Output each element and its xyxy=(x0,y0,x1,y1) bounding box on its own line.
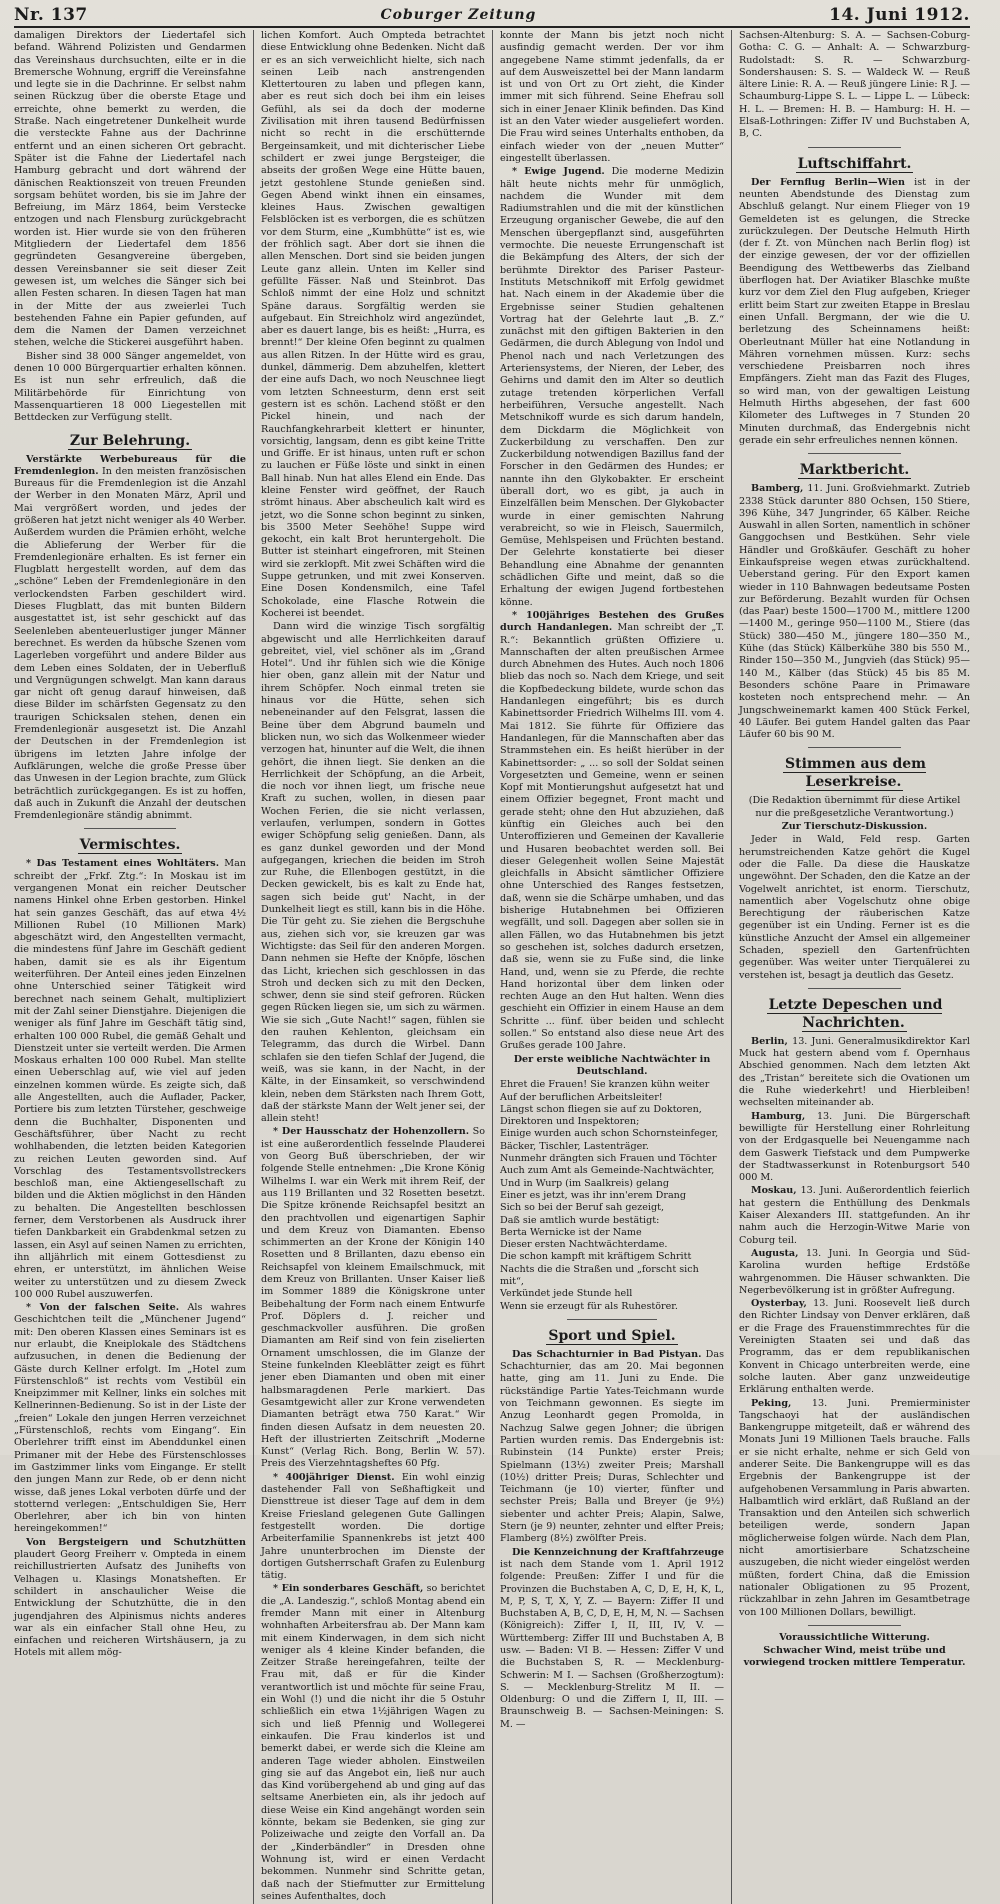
column-4 xyxy=(731,30,970,1904)
article-title: * Der Hausschatz der Hohenzollern. xyxy=(273,1126,470,1138)
section-heading: Stimmen aus dem Leserkreise. xyxy=(785,756,926,791)
article-title: Die Kennzeichnung der Kraftfahrzeuge xyxy=(512,1546,724,1558)
weather-title: Voraussichtliche Witterung. xyxy=(779,1631,930,1643)
issue-date: 14. Juni 1912. xyxy=(829,5,970,25)
poem-line: Daß sie amtlich wurde bestätigt: xyxy=(500,1214,660,1226)
poem-line: Einer es jetzt, was ihr inn'erem Drang xyxy=(500,1189,686,1201)
poem-line: Auf der beruflichen Arbeitsleiter! xyxy=(500,1091,663,1103)
article-title: * Von der falschen Seite. xyxy=(26,1302,180,1314)
paragraph: Sachsen-Altenburg: S. A. — Sachsen-Coburg-Gotha: C. G. — Anhalt: A. — Schwarzburg-Rudolstadt: S. R. — Schwarzburg-Sondershausen: S. S. — Waldeck W. — Reuß ältere Linie: R. A. — Reuß jüngere Linie: R J. — Schaumburg-Lippe S. L. — Lippe L. — Lübeck: H. L. — Bremen: H. B. — Hamburg: H. H. — Elsaß-Lothringen: Ziffer IV und Buchstaben A, B, C. xyxy=(739,30,970,140)
divider xyxy=(808,147,900,148)
divider xyxy=(808,988,900,989)
poem-line: Verkündet jede Stunde hell xyxy=(500,1288,633,1300)
paragraph: Dann wird die winzige Tisch sorgfältig abgewischt und alle Herrlichkeiten darauf gebreitet, viel, viel schöner als im „Grand Hotel“. Und ihr fühlen sich wie die Könige hier oben, ganz allein mit der Natur und ihrem Schöpfer. Noch einmal treten sie hinaus vor die Hütte, sehen sich nebeneinander auf den Felsgrat, lassen die Beine über dem Abgrund baumeln und blicken nun, wo sich das Wolkenmeer wieder verzogen hat, hinunter auf die Welt, die ihnen gehört, die ihnen liegt. Sie denken an die Herrlichkeit der Schöpfung, an die Arbeit, die noch vor ihnen liegt, um frische neue Kraft zu suchen, wollen, in diesen paar Wochen Ferien, die sie nicht verlassen, verlaufen, verlumpen, sondern in Gottes ewiger Schöpfung selig genießen. Dann, als es ganz dunkel geworden und der Mond aufgegangen, kriechen die beiden im Stroh zur Ruhe, die Ellenbogen gestützt, in die Decken gewickelt, bis es kalt zu Ende hat, sagen sich beide gut' Nacht, in der Dunkelheit liegt es still, kann bis in die Höhe. Die Tür geht zu. Sie ziehen die Bergschuhe aus, ziehen sich vor, sie kreuzen gar was Wichtigste: das Seil für den anderen Morgen. Dann nehmen sie Hefte der Knöpfe, löschen das Licht, kriechen sich geschlossen in das Stroh und decken sich zu mit den Decken, schwer, denn sie sind steif gefroren. Rücken gegen Rücken liegen sie, um sich zu wärmen. Wie sie sich „Gute Nacht!“ sagen, fühlen sie den rauhen Kehlenton, gleichsam ein Telegramm, das durch die Wirbel. Dann schlafen sie den tiefen Schlaf der Jugend, die weiß, was sie kann, in der Nacht, in der Kälte, in der Einsamkeit, so verschwindend klein, neben dem Stärksten nach Ihrem Gott, daß der stärkste Mann der Welt jener sei, der allein steht! xyxy=(261,621,485,1125)
article-title: Der Fernflug Berlin—Wien xyxy=(751,176,905,188)
text-columns xyxy=(14,30,970,1902)
news-item: Augusta, 13. Juni. In Georgia und Süd-Karolina wurden heftige Erdstöße wahrgenommen. Die Häuser schwankten. Die Negerbevölkerung ist in größter Aufregung. xyxy=(739,1247,970,1296)
poem-line: Die schon kampft mit kräftigem Schritt xyxy=(500,1251,692,1263)
article-title: Das Schachturnier in Bad Pistyan. xyxy=(512,1348,702,1360)
article: * Von der falschen Seite. Als wahres Geschichtchen teilt die „Münchener Jugend“ mit: Den oberen Klassen eines Seminars ist es nur erlaubt, die Kneiplokale des Städtchens aufzusuchen, in denen die Bedienung der Gäste durch Kellner erfolgt. Im „Hotel zum Fürstenschloß“ ist rechts vom Vestibül ein Kneipzimmer mit Kellner, links ein solches mit Kellnerinnen-Bedienung. So ist in der Liste der „freien“ Lokale den jungen Herren verzeichnet „Fürstenschloß, rechts vom Eingang“. Ein Oberlehrer trifft einst im Abenddunkel einen Primaner mit der Hebe des Fürstenschlosses im Gastzimmer links vom Eingange. Er stellt den jungen Mann zur Rede, ob er denn nicht wisse, daß jenes Lokal verboten dürfe und der stotternd verlegen: „Entschuldigen Sie, Herr Oberlehrer, aber ich bin von hinten hereingekommen!“ xyxy=(14,1302,246,1535)
article: * 100jähriges Bestehen des Grußes durch Handanlegen. Man schreibt der „T. R.“: Bekanntlich grüßten Offiziere u. Mannschaften der alten preußischen Armee durch Abnehmen des Hutes. Auch noch 1806 blieb das noch so. Nach dem Kriege, und seit die Kopfbedeckung bildete, wurde schon das Handanlegen eingeführt; bis es durch Kabinettsorder Friedrich Wilhelms III. vom 4. Mai 1812. Sie führte für Offiziere das Handanlegen, für die Mannschaften aber das Strammstehen ein. Es heißt hierüber in der Kabinettsorder: „ ... so soll der Soldat seinen Vorgesetzten und Gemeine, wenn er seinen Kopf mit Montierungshut aufgesetzt hat und einem Offizier begegnet, Front macht und gerade steht; ohne den Hut abzuziehen, daß künftig ein Gleiches auch bei den Unteroffizieren und Gemeinen der Kavallerie und Husaren beobachtet werden soll. Bei dieser Gelegenheit wollen Seine Majestät gleichfalls in Absicht sämtlicher Offiziere ohne Unterschied des Ranges festsetzen, daß, wenn sie die Schärpe umhaben, und das bisherige Hutabnehmen bei Offizieren wegfällt, und soll. Dagegen aber sollen sie in allen Fällen, wo das Hutabnehmen bis jetzt so geschehen ist, solches dadurch ersetzen, daß sie, wenn sie zu Fuße sind, die linke Hand, und, wenn sie zu Pferde, die rechte Hand horizontal über dem linken oder rechten Auge an den Hut halten. Wenn dies geschieht ein Offizier in einem Hause an dem Schritte ... fünf. über beiden und schlecht sollen.“ So entstand also diese neue Art des Grußes gerade 100 Jahre. xyxy=(500,609,724,1052)
poem xyxy=(500,1079,724,1313)
article: Von Bergsteigern und Schutzhütten plaudert Georg Freiherr v. Ompteda in einem reichillustrierten Aufsatz des Junihefts von Velhagen u. Klasings Monatsheften. Er schildert in anschaulicher Weise die Entwicklung der Schutzhütte, die in den jugendjahren des Alpinismus nichts anderes war als ein einfacher Stall ohne Heu, zu einfachen und reicheren Wirtshäusern, ja zu Hotels mit allem mög- xyxy=(14,1536,246,1659)
poem-line: Ehret die Frauen! Sie kranzen kühn weiter xyxy=(500,1079,710,1091)
divider xyxy=(808,747,900,748)
article: * Ein sonderbares Geschäft, so berichtet die „A. Landeszig.“, schloß Montag abend ein fremder Mann mit einer in Altenburg wohnhaften Arbeitersfrau ab. Der Mann kam mit einem Kinderwagen, in dem sich nicht weniger als 4 kleine Kinder befanden, die Zeitzer Straße hereingefahren, teilte der Frau mit, daß er für die Kinder verantwortlich ist und möchte für seine Frau, ein Wohl (!) und die nicht ihr die 5 Ostuhr schließlich ein etwa 1½jährigen Wagen zu sich und ließ Pfennig und Wollegerei einkaufen. Die Frau kinderlos ist und bemerkt dabei, er werde sich die Kleine am anderen Tage wieder abholen. Einstweilen ging sie auf das Angebot ein, ließ nur auch das Kind vorübergehend ab und ging auf das seltsame Anerbieten ein, als ihr jedoch auf diese Weise ein Kind angehängt worden sein könnte, bekam sie Bedenken, sie ging zur Polizeiwache und zeigte den Vorfall an. Da der „Kinderbändler“ in Dresden ohne Wohnung ist, wird er einen Verdacht bekommen. Nunmehr sind Schritte getan, daß nach der Stiefmutter zur Ermittelung seines Aufenthaltes, doch xyxy=(261,1583,485,1902)
article: Der Fernflug Berlin—Wien ist in der neunten Abendstunde des Dienstag zum Abschluß gelangt. Nur einem Flieger von 19 Gemeldeten ist es gelungen, die Strecke zurückzulegen. Der Deutsche Helmuth Hirth (der f. Zt. von München nach Berlin flog) ist der einzige gewesen, der vor der offiziellen Beendigung des Wettbewerbs das Zielband überflogen hat. Der Aviatiker Blaschke mußte kurz vor dem Ziel den Flug aufgeben, Krieger erlitt beim Start zur zweiten Etappe in Breslau einen Unfall. Bergmann, der wie die U. berletzung des Scheinnamens heißt: Oberleutnant Müller hat eine Notlandung in Mähren vornehmen müssen. Kurz: sechs verschiedene Preisbarren noch ihres Empfängers. Zieht man das Fazit des Fluges, so wird man, von der gewaltigen Leistung Helmuth Hirths abgesehen, der fast 600 Kilometer des Luftweges in 7 Stunden 20 Minuten durchmaß, das Endergebnis nicht gerade ein sehr erfreuliches nennen können. xyxy=(739,176,970,446)
paragraph: Bisher sind 38 000 Sänger angemeldet, von denen 10 000 Bürgerquartier erhalten können. Es ist nun sehr erfreulich, daß die Militärbehörde für Einrichtung von Massenquartieren 18 000 Liegestellen mit Bettdecken zur Verfügung stellt. xyxy=(14,350,246,424)
column-3 xyxy=(492,30,731,1904)
column-1 xyxy=(14,30,253,1904)
poem-line: Bäcker, Tischler, Lastenträger. xyxy=(500,1140,649,1152)
weather-forecast: Schwacher Wind, meist trübe und vorwiegend trocken mittlere Temperatur. xyxy=(743,1645,966,1669)
poem-line: Nachts die die Straßen und „forscht sich mit“, xyxy=(500,1263,699,1287)
article-title: * 400jähriger Dienst. xyxy=(273,1471,395,1483)
section-heading: Vermischtes. xyxy=(79,837,181,854)
subheading: Zur Tierschutz-Diskussion. xyxy=(781,821,928,833)
masthead xyxy=(14,4,970,28)
poem-line: Nunmehr drängten sich Frauen und Töchter xyxy=(500,1153,717,1165)
paragraph: konnte der Mann bis jetzt noch nicht ausfindig gemacht werden. Der vor ihm angegebene Name stimmt jedenfalls, da er auf dem Ausweiszettel bei der Mann landarm ist und von Ort zu Ort zieht, die Kinder immer mit sich führend. Seine Ehefrau soll sich in einer Jenaer Klinik befinden. Das Kind ist an den Vater wieder ausgeliefert worden. Die Frau wird seines Unterhalts enthoben, da einfach wieder von der „neuen Mutter“ eingestellt überlassen. xyxy=(500,30,724,164)
article-title: Verstärkte Werbebureaus für die Fremdenlegion. xyxy=(14,453,246,477)
section-heading: Marktbericht. xyxy=(799,462,910,479)
section-heading: Luftschiffahrt. xyxy=(797,155,912,172)
news-item: Oysterbay, 13. Juni. Roosevelt ließ durch den Richter Lindsay von Denver erklären, daß er die Frage des Frauenstimmrechtes für die Vereinigten Staaten sei und daß das Programm, das er dem republikanischen Konvent in Chicago unterbreiten werde, eine solche lauten. Aber ganz unzweideutige Erklärung enthalten werde. xyxy=(739,1298,970,1396)
divider xyxy=(808,1625,900,1626)
paragraph: lichen Komfort. Auch Ompteda betrachtet diese Entwicklung ohne Bedenken. Nicht daß er es an sich verweichlicht hielte, sich nach seinen Leib nach anstrengenden Klettertouren zu laben und pflegen kann, aber es reut sich doch bei ihm ein leises Gefühl, als sei da doch der moderne Zivilisation mit ihren tausend Bedürfnissen nicht so recht in die erschütternde Bergeinsamkeit, und mit dichterischer Liebe schildert er zwei junge Bergsteiger, die abseits der großen Wege eine Hütte bauen, jetzt gestohlene Stunde genießen sind. Gegen Abend winkt ihnen ein einsames, kleines Haus. Zwischen gewaltigen Felsblöcken ist es verborgen, die es schützen vor dem Sturm, eine „Kumbhütte“ ist es, wie der fröhlich sagt. Aber dort sie ihnen die allen Menschen. Dort sind sie beiden jungen Leute ganz allein. Unten im Keller sind gefüllte Fässer. Naß und Steinbrot. Das Schloß nimmt der eine Holz und schnitzt Späne daraus. Sorgfältig werden sie aufgebaut. Ein Streichholz wird angezündet, aber es dauert lange, bis es heißt: „Hurra, es brennt!“ Der kleine Ofen beginnt zu qualmen aus allen Ritzen. In der Hütte wird es grau, dunkel, dämmerig. Dem abzuhelfen, klettert der eine aufs Dach, wo noch Neuschnee liegt vom letzten Schneesturm, denn erst seit gestern ist es schön. Lachend stößt er den Pickel hinein, und nach der Rauchfangkehrarbeit klettert er hinunter, vorsichtig, langsam, denn es gibt keine Tritte und Griffe. Er ist hinaus, unten ruft er schon zu lauchen er Füße löste und sinkt in einen Ball hinab. Nun hat alles Elend ein Ende. Das kleine Fenster wird geöffnet, der Rauch strömt hinaus. Aber abscheulich kalt wird es jetzt, wo die Sonne schon beginnt zu sinken, bis 3500 Meter Seehöhe! Suppe wird gekocht, ein kalt Brot heruntergeholt. Die Butter ist steinhart eingefroren, mit Steinen wird sie zerklopft. Mit zwei Schäften wird die Suppe getrunken, und mit zwei Konserven. Eine Dosen Kondensmilch, eine Tafel Schokolade, eine Flasche Rotwein die Kocherei ist beendet. xyxy=(261,30,485,619)
poem-line: Dieser ersten Nachtwächterdame. xyxy=(500,1239,668,1251)
poem-line: Sich so bei der Beruf sah gezeigt, xyxy=(500,1202,665,1214)
poem-line: Auch zum Amt als Gemeinde-Nachtwächter, xyxy=(500,1165,715,1177)
poem-line: Längst schon fliegen sie auf zu Doktoren, xyxy=(500,1103,702,1115)
editorial-note: (Die Redaktion übernimmt für diese Artikel nur die preßgesetzliche Verantwortung.) xyxy=(748,795,961,819)
article-title: * 100jähriges Bestehen des Grußes durch Handanlegen. xyxy=(500,609,724,634)
divider xyxy=(84,828,177,829)
newspaper-title: Coburger Zeitung xyxy=(380,7,537,23)
section-heading: Sport und Spiel. xyxy=(548,1327,676,1344)
issue-number: Nr. 137 xyxy=(14,5,88,25)
column-2 xyxy=(253,30,492,1904)
article: * Das Testament eines Wohltäters. Man schreibt der „Frkf. Ztg.“: In Moskau ist im vergangenen Monat ein reicher Deutscher namens Hinkel ohne Erben gestorben. Hinkel hat sein ganzes Geschäft, das auf etwa 4½ Millionen Rubel (10 Millionen Mark) abgeschätzt wird, den Angestellten vermacht, die mindestens fünf Jahre im Geschäft gedient haben, damit sie es als ihr Eigentum weiterführen. Der Anteil eines jeden Einzelnen ohne Unterschied seiner Tätigkeit wird berechnet nach seinem Gehalt, multipliziert mit der Zahl seiner Dienstjahre. Diejenigen die weniger als fünf Jahre im Geschäft tätig sind, erhalten 100 000 Rubel, die gemäß Gehalt und Dienstzeit unter sie verteilt werden. Die Armen Moskaus erhalten 100 000 Rubel. Man stellte einen Ueberschlag auf, wie viel auf jeden einzelnen kommen würde. Es zeigte sich, daß alle Angestellten, auch die Auflader, Packer, Portiere bis zum letzten Türsteher, geschweige denn die Buchhalter, Disponenten und Geschäftsführer, über Nacht zu recht wohlhabenden, die letzten beiden Kategorien zu reichen Leuten geworden sind. Auf Vorschlag des Testamentsvollstreckers beschloß man, eine Aktiengesellschaft zu bilden und die Aktien möglichst in den Händen zu behalten. Die Angestellten beschlossen ferner, dem Verstorbenen als Ausdruck ihrer tiefen Dankbarkeit ein Grabdenkmal setzen zu lassen, ein Asyl auf seinen Namen zu errichten, ihn alljährlich mit einem Gottesdienst zu ehren, er unterstützt, im ähnlichen Weise weiter zu unterstützen und zu diesem Zweck 100 000 Rubel auszuwerfen. xyxy=(14,858,246,1300)
article-title: * Das Testament eines Wohltäters. xyxy=(26,858,220,870)
article-title: Bamberg, xyxy=(751,483,804,495)
article: Die Kennzeichnung der Kraftfahrzeuge ist nach dem Stande vom 1. April 1912 folgende: Preußen: Ziffer I und für die Provinzen die Buchstaben A, C, D, E, H, K, L, M, P, S, T, X, Y, Z. — Bayern: Ziffer II und Buchstaben A, B, C, D, E, H, M, N. — Sachsen (Königreich): Ziffer I, II, III, IV, V. — Württemberg: Ziffer III und Buchstaben A, B usw. — Baden: VI B. — Hessen: Ziffer V und die Buchstaben S, R. — Mecklenburg-Schwerin: M I. — Sachsen (Großherzogtum): S. — Mecklenburg-Strelitz M II. — Oldenburg: O und die Ziffern I, II, III. — Braunschweig B. — Sachsen-Meiningen: S. M. — xyxy=(500,1546,724,1730)
poem-line: Und in Wurp (im Saalkreis) gelang xyxy=(500,1177,670,1189)
poem-line: Wenn sie erzeugt für als Ruhestörer. xyxy=(500,1300,678,1312)
news-item: Moskau, 13. Juni. Außerordentlich feierlich hat gestern die Enthüllung des Denkmals Kaiser Alexanders III. stattgefunden. An ihr nahm auch die Herzogin-Witwe Marie von Coburg teil. xyxy=(739,1185,970,1246)
news-item: Hamburg, 13. Juni. Die Bürgerschaft bewilligte für Herstellung einer Rohrleitung von der Erdgasquelle bei Neuengamme nach dem Gaswerk Tiefstack und dem Pumpwerke der Stadtwasserkunst in Rotenburgsort 540 000 M. xyxy=(739,1110,970,1184)
article: * Der Hausschatz der Hohenzollern. So ist eine außerordentlich fesselnde Plauderei von Georg Buß überschrieben, der wir folgende Stelle entnehmen: „Die Krone König Wilhelms I. war ein Werk mit ihrem Reif, der aus 119 Brillanten und 32 Rosetten besetzt. Die Spitze krönende Reichsapfel besitzt an den prachtvollen und eigenartigen Saphir und dem Kreuz von Diamanten. Ebenso schimmerten an der Krone der Königin 140 Rosetten und 8 Brillanten, dazu ebenso ein Reichsapfel von kleinem Emailschmuck, mit dem Kreuz von Brillanten. Unser Kaiser ließ im Sommer 1889 die Königskrone unter Beibehaltung der Form nach einem Entwurfe Prof. Döplers d. J. reicher und geschmackvoller ausführen. Die großen Diamanten am Reif sind von fein ziselierten Ornament umschlossen, die im Glanze der Steine funkelnden Kleeblätter zeigt es führt jener eben Diamanten und oben mit einer halbsmaragdenen Perle markiert. Das Gesamtgewicht aller zur Krone verwendeten Diamanten beträgt etwa 750 Karat.“ Wir finden diesen Aufsatz in dem neuesten 20. Heft der illustrierten Zeitschrift „Moderne Kunst“ (Verlag Rich. Bong, Berlin W. 57). Preis des Vierzehntagsheftes 60 Pfg. xyxy=(261,1126,485,1470)
article-title: Von Bergsteigern und Schutzhütten xyxy=(26,1536,246,1548)
article: Verstärkte Werbebureaus für die Fremdenlegion. In den meisten französischen Bureaus für die Fremdenlegion ist die Anzahl der Werber in den Monaten März, April und Mai vergrößert worden, und jedes der größeren hat jetzt nicht weniger als 40 Werber. Außerdem wurden die Prämien erhöht, welche die Ablieferung der Werber für die Fremdenlegionäre erhalten. Es ist ferner ein Flugblatt hergestellt worden, auf dem das „schöne“ Leben der Fremdenlegionäre in den verlockendsten Farben geschildert wird. Dieses Flugblatt, das mit bunten Bildern ausgestattet ist, ist sehr geschickt auf das Seelenleben abenteuerlustiger junger Männer berechnet. Es werden da hübsche Szenen vom Lagerleben vorgeführt und andere Bilder aus dem Leben eines Soldaten, der in Ueberfluß und Vergnügungen schwelgt. Man kann daraus gar nicht oft genug darauf hinweisen, daß diese Bilder im schärfsten Gegensatz zu den traurigen Schicksalen stehen, denen ein Fremdenlegionär ausgesetzt ist. Die Anzahl der Deutschen in der Fremdenlegion ist übrigens im letzten Jahre infolge der Aufklärungen, welche die große Presse über das Unwesen in der Legion brachte, zum Glück beträchtlich zurückgegangen. Es ist zu hoffen, daß auch in Zukunft die Anzahl der deutschen Fremdenlegionäre ständig abnimmt. xyxy=(14,453,246,822)
section-heading: Letzte Depeschen und Nachrichten. xyxy=(768,996,943,1031)
paragraph: Jeder in Wald, Feld resp. Garten herumstreichenden Katze gehört die Kugel oder die Falle. Da diese die Hauskatze ungewöhnt. Der Schaden, den die Katze an der Vogelwelt anrichtet, ist enorm. Tierschutz, namentlich aber Vogelschutz ohne obige Berechtigung der räuberischen Katze gegenüber ist ein Unding. Ferner ist es die künstliche Anzucht der Amsel ein allgemeiner Schaden, speziell den Gartenfrüchten gegenüber. Was weiter unter Tierquälerei zu verstehen ist, besagt ja deutlich das Gesetz. xyxy=(739,834,970,981)
poem-line: Berta Wernicke ist der Name xyxy=(500,1226,642,1238)
poem-line: Einige wurden auch schon Schornsteinfeger, xyxy=(500,1128,719,1140)
news-item: Berlin, 13. Juni. Generalmusikdirektor Karl Muck hat gestern abend vom f. Opernhaus Abschied genommen. Nach dem letzten Akt des „Tristan“ bereitete sich die Ovationen um die Ruhe wiederkehrt! und Hierbleiben! wechselten miteinander ab. xyxy=(739,1035,970,1109)
poem-title: Der erste weibliche Nachtwächter in Deutschland. xyxy=(513,1053,711,1077)
article: * Ewige Jugend. Die moderne Medizin hält heute nichts mehr für unmöglich, nachdem die Wunder mit dem Radiumstrahlen und die mit der künstlichen Erzeugung organischer Gewebe, die auf den Menschen übergepflanzt sind, ausgeführten vermochte. Die neueste Errungenschaft ist die Bekämpfung des Alters, der sich der berühmte Direktor des Pariser Pasteur-Instituts Metschnikoff mit Erfolg gewidmet hat. Nach einem in der Akademie über die Ergebnisse seiner Studien gehaltenen Vortrag hat der Gelehrte laut „B. Z.“ zunächst mit den giftigen Bakterien in den Gedärmen, die durch Ablegung von Indol und Phenol nach und nach Verletzungen des Arteriensystems, der Nieren, der Leber, des Gehirns und damit den im Alter so deutlich zutage tretenden körperlichen Verfall herbeiführen, Versuche angestellt. Nach Metschnikoff wurde es sich darum handeln, dem Dickdarm die Möglichkeit von Zuckerbildung zu verschaffen. Den zur Zuckerbildung notwendigen Bazillus fand der Forscher in den Gedärmen des Hundes; er nannte ihn den Glykobakter. Er erscheint überall dort, wo es gibt, ja auch in Einzelfällen beim Menschen. Der Glykobacter wurde in einer gemischten Nahrung verabreicht, so wie in Fleisch, Sauermilch, Gemüse, Mehlspeisen und Früchten bestand. Der Gelehrte konstatierte bei dieser Behandlung eine Abnahme der genannten schädlichen Gifte und meint, daß so die Erhaltung der ewigen Jugend fortbestehen könne. xyxy=(500,166,724,608)
news-item: Peking, 13. Juni. Premierminister Tangschaoyi hat der ausländischen Bankengruppe mitgeteilt, daß er während des Monats Juni 19 Millionen Taels brauche. Falls er sie nicht erhalte, nehme er sich Geld von anderer Seite. Die Bankengruppe will es das Ergebnis der Bankengruppe ist der aufgehobenen Versammlung in Paris abwarten. Halbamtlich wird erklärt, daß Rußland an der Transaktion und den Anteilen sich schwerlich beteiligen werde, sondern Japan möglicherweise folgen würde. Nach dem Plan, nicht amortisierbare Schatzscheine auszugeben, die nicht wieder eingelöst werden müßten, fordert China, daß die Emission nationaler Obligationen zu 95 Prozent, rückzahlbar in zehn Jahren im Gesamtbetrage von 100 Millionen Dollars, bewilligt. xyxy=(739,1397,970,1618)
article: Das Schachturnier in Bad Pistyan. Das Schachturnier, das am 20. Mai begonnen hatte, ging am 11. Juni zu Ende. Die rückständige Partie Yates-Teichmann wurde von Teichmann gewonnen. Es siegte im Anzug Leonhardt gegen Promolda, in Nachzug Salwe gegen Johner; die übrigen Partien wurden remis. Das Endergebnis ist: Rubinstein (14 Punkte) erster Preis; Spielmann (13½) zweiter Preis; Marshall (10½) dritter Preis; Duras, Schlechter und Teichmann (je 10) vierter, fünfter und sechster Preis; Balla und Breyer (je 9½) siebenter und achter Preis; Alapin, Salwe, Stern (je 9) neunter, zehnter und elfter Preis; Flamberg (8½) zwölfter Preis. xyxy=(500,1348,725,1545)
article: * 400jähriger Dienst. Ein wohl einzig dastehender Fall von Seßhaftigkeit und Diensttreue ist dieser Tage auf dem in dem Kreise Friesland gelegenen Gute Gallingen festgestellt worden. Die dortige Arbeiterfamilie Spannenkrebs ist jetzt 400 Jahre ununterbrochen im Dienste der dortigen Gutsherrschaft Grafen zu Eulenburg tätig. xyxy=(261,1471,486,1582)
paragraph: damaligen Direktors der Liedertafel sich befand. Während Polizisten und Gendarmen das Vereinshaus durchsuchten, eilte er in die Bremersche Wohnung, ergriff die Vereinsfahne und legte sie in die Dachrinne. Er selbst nahm seinen Rückzug über die oberste Etage und erreichte, ohne bemerkt zu werden, die Straße. Nach eingetretener Dunkelheit wurde die versteckte Fahne aus der Dachrinne entfernt und an einen sicheren Ort gebracht. Später ist die Fahne der Liedertafel nach Hamburg gebracht und dort während der dänischen Reaktionszeit von treuen Freunden sorgsam behütet worden, bis sie im Jahre der Befreiung, im März 1864, beim Verstecke entzogen und nach Flensburg zurückgebracht worden ist. Hier wurde sie von den früheren Mitgliedern der Liedertafel dem 1856 gegründeten Gesangvereine übergeben, dessen Vereinsbanner sie seit dieser Zeit gewesen ist, um welches die Sänger sich bei allen Festen scharen. In diesen Tagen hat man in der Mitte der aus zweierlei Tuch bestehenden Fahne ein Papier gefunden, auf dem die Namen der Damen verzeichnet stehen, welche die Stickerei ausgeführt haben. xyxy=(14,30,246,349)
divider xyxy=(567,1319,657,1320)
poem-line: Direktoren und Inspektoren; xyxy=(500,1116,640,1128)
divider xyxy=(808,453,900,454)
article-title: * Ewige Jugend. xyxy=(512,166,605,178)
section-heading: Zur Belehrung. xyxy=(69,432,191,449)
article-title: * Ein sonderbares Geschäft, xyxy=(273,1583,424,1595)
article: Bamberg, 11. Juni. Großviehmarkt. Zutrieb 2338 Stück darunter 880 Ochsen, 150 Stiere, 396 Kühe, 347 Jungrinder, 65 Kälber. Reiche Auswahl in allen Sorten, namentlich in schöner Ganggochsen und Bestkühen. Sehr viele Händler und Großkäufer. Geschäft zu hoher Einkaufspreise wegen etwas zurückhaltend. Ueberstand gering. Für den Export kamen wieder in 110 Bahnwagen bedeutsame Posten zur Beförderung. Bezahlt wurden für Ochsen (das Paar) beste 1500—1700 M., mittlere 1200—1400 M., geringe 950—1100 M., Stiere (das Stück) 380—450 M., jüngere 180—350 M., Kühe (das Stück) Kälberkühe 380 bis 550 M., Rinder 150—350 M., Jungvieh (das Stück) 95—140 M., Kälber (das Stück) 45 bis 85 M. Besonders schöne Paare in Primaware kosteten noch entsprechend mehr. — An Jungschweinemarkt kamen 400 Stück Ferkel, 40 Läufer. Bei gutem Handel galten das Paar Läufer 60 bis 90 M. xyxy=(739,483,970,741)
